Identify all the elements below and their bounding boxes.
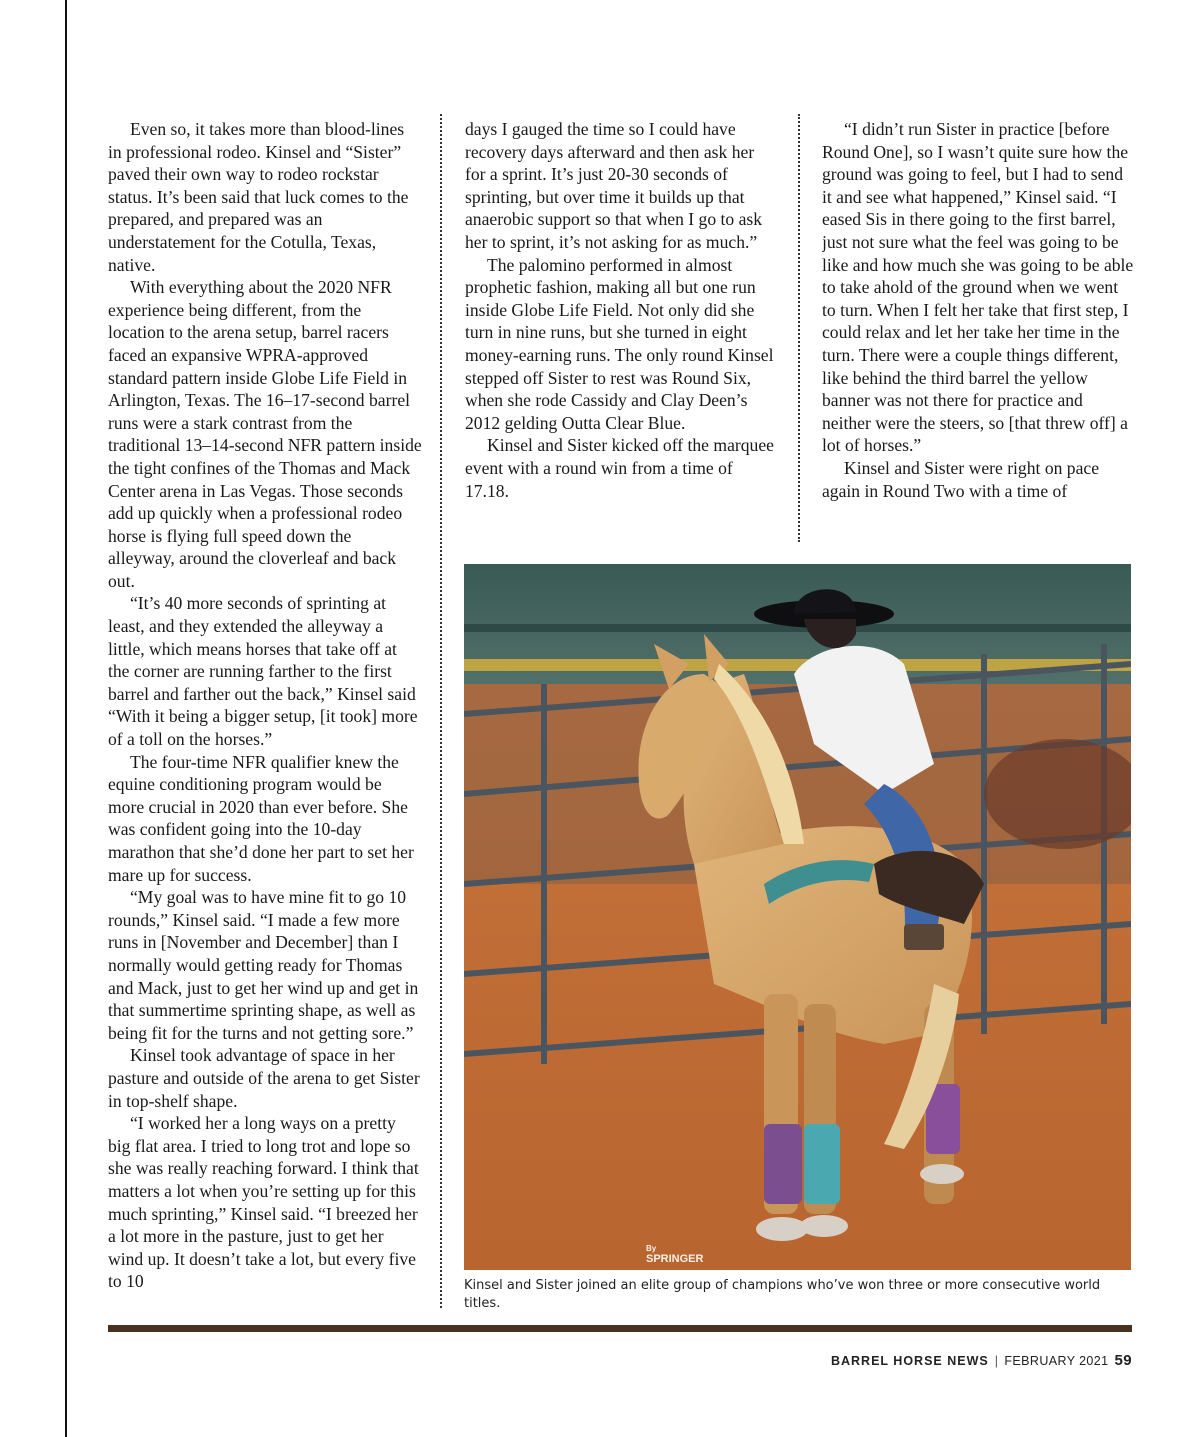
- footer-divider: |: [994, 1354, 999, 1368]
- photo-credit-name: SPRINGER: [646, 1253, 704, 1265]
- paragraph: With everything about the 2020 NFR experience being different, from the location to the arena setup, barrel racers faced an expansive WPRA-approved standard pattern inside Globe Life Field in Arlington, Texas. The 16–17-second barrel runs were a stark contrast from the traditional 13–14-second NFR pattern inside the tight confines of the Thomas and Mack Center arena in Las Vegas. Those seconds add up quickly when a professional rodeo horse is flying full speed down the alleyway, around the cloverleaf and back out.: [108, 277, 422, 591]
- paragraph: “My goal was to have mine fit to go 10 rounds,” Kinsel said. “I made a few more runs in [November and December] than I normally would getting ready for Thomas and Mack, just to get her wind up and get in that summertime sprinting shape, as well as being fit for the turns and not getting sore.”: [108, 887, 419, 1043]
- paragraph: “It’s 40 more seconds of sprinting at least, and they extended the alleyway a little, which means horses that take off at the corner are running farther to the first barrel and farther out the back,” Kinsel said “With it being a bigger setup, [it took] more of a toll on the horses.”: [108, 593, 418, 750]
- magazine-name: BARREL HORSE NEWS: [830, 1354, 989, 1368]
- column-divider: [798, 114, 800, 542]
- footer-accent-bar: [108, 1325, 1132, 1332]
- page-number: 59: [1114, 1352, 1132, 1369]
- photo-credit: [646, 1244, 703, 1264]
- paragraph: “I didn’t run Sister in practice [before Round One], so I wasn’t quite sure how the ground was going to feel, but I had to send it and see what happened,” Kinsel said. “I eased Sis in there going to the first barrel, just not sure what the feel was going to be like and how much she was going to be able to take ahold of the ground when we went to turn. When I felt her take that first step, I could relax and let her take her time in the turn. There were a couple things different, like behind the third barrel the yellow banner was not there for practice and neither were the steers, so [that threw off] a lot of horses.”: [822, 119, 1134, 456]
- issue-date: FEBRUARY 2021: [1004, 1354, 1109, 1368]
- column-divider: [440, 114, 442, 1308]
- photo-illustration: [464, 564, 1131, 1270]
- paragraph: Even so, it takes more than blood-lines in professional rodeo. Kinsel and “Sister” paved their own way to rodeo rockstar status. It’s been said that luck comes to the prepared, and prepared was an understatement for the Cotulla, Texas, native.: [108, 119, 409, 275]
- paragraph: Kinsel and Sister kicked off the marquee event with a round win from a time of 17.18.: [465, 435, 774, 501]
- paragraph: days I gauged the time so I could have recovery days afterward and then ask her for a sprint. It’s just 20-30 seconds of sprinting, but over time it builds up that anaerobic support so that when I go to ask her to sprint, it’s not asking for as much.”: [465, 119, 763, 252]
- article-column-1: [108, 118, 422, 1316]
- article-photo: [464, 564, 1131, 1270]
- paragraph: The four-time NFR qualifier knew the equine conditioning program would be more crucial in 2020 than ever before. She was confident going into the 10-day marathon that she’d done her part to set her mare up for success.: [108, 751, 414, 885]
- paragraph: Kinsel and Sister were right on pace again in Round Two with a time of: [822, 457, 1100, 501]
- photo-credit-by: By: [646, 1244, 657, 1253]
- paragraph: The palomino performed in almost prophetic fashion, making all but one run inside Globe Life Field. Not only did she turn in nine runs, but she turned in eight money-earning runs. The only round Kinsel stepped off Sister to rest was Round Six, when she rode Cassidy and Clay Deen’s 2012 gelding Outta Clear Blue.: [465, 254, 774, 433]
- photo-caption: Kinsel and Sister joined an elite group of champions who’ve won three or more consecutive world titles.: [464, 1278, 1101, 1311]
- article-column-3: [822, 118, 1136, 550]
- paragraph: Kinsel took advantage of space in her pasture and outside of the arena to get Sister in top-shelf shape.: [108, 1045, 420, 1111]
- paragraph: “I worked her a long ways on a pretty big flat area. I tried to long trot and lope so she was really reaching forward. I think that matters a lot when you’re setting up for this much sprinting,” Kinsel said. “I breezed her a lot more in the pasture, just to get her wind up. It doesn’t take a lot, but every five to 10: [108, 1113, 419, 1292]
- page-gutter-rule: [65, 0, 67, 1437]
- page-footer: [700, 1352, 1132, 1369]
- article-column-2: [465, 118, 779, 550]
